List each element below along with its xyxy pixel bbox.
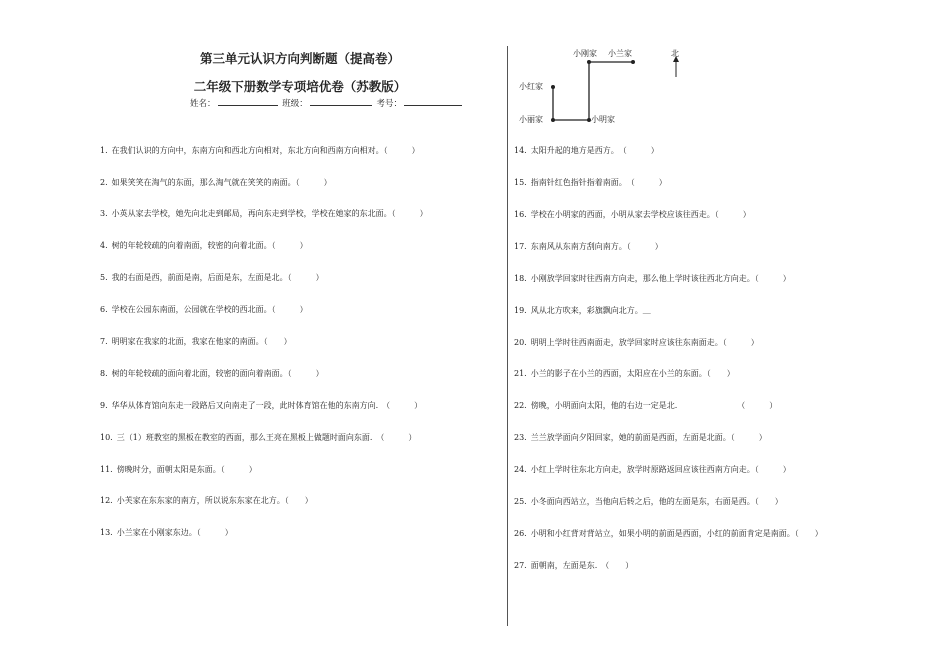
question-19: 19. 风从北方吹来，彩旗飘向北方。＿: [514, 306, 651, 315]
id-field[interactable]: [404, 97, 462, 106]
question-5: 5. 我的右面是西，前面是南，后面是东，左面是北。（ ）: [100, 273, 324, 282]
question-26: 26. 小明和小红背对背站立，如果小明的前面是西面，小红的前面肯定是南面。（ ）: [514, 529, 823, 538]
question-10: 10. 三（1）班教室的黑板在教室的西面，那么王亮在黑板上做题时面向东面. （ ）: [100, 433, 417, 442]
question-4: 4. 树的年轮较疏的向着南面，较密的向着北面。（ ）: [100, 241, 308, 250]
question-8: 8. 树的年轮较疏的面向着北面，较密的面向着南面。（ ）: [100, 369, 324, 378]
question-15: 15. 指南针红色指针指着南面。 （ ）: [514, 178, 667, 187]
question-23: 23. 兰兰放学面向夕阳回家，她的前面是西面，左面是北面。（ ）: [514, 433, 767, 442]
question-21: 21. 小兰的影子在小兰的西面，太阳应在小兰的东面。（ ）: [514, 369, 735, 378]
class-field[interactable]: [310, 97, 372, 106]
exam-subtitle: 二年级下册数学专项培优卷（苏教版）: [193, 79, 407, 94]
map-label-xiaohong: 小红家: [519, 82, 543, 91]
question-2: 2. 如果笑笑在淘气的东面，那么淘气就在笑笑的南面。（ ）: [100, 178, 332, 187]
map-label-north: 北: [671, 49, 679, 58]
question-14: 14. 太阳升起的地方是西方。 （ ）: [514, 146, 659, 155]
name-label: 姓名：: [190, 99, 216, 109]
question-13: 13. 小兰家在小刚家东边。（ ）: [100, 528, 233, 537]
question-9: 9. 华华从体育馆向东走一段路后又向南走了一段，此时体育馆在他的东南方向. （ ）: [100, 401, 423, 410]
question-17: 17. 东南风从东南方刮向南方。（ ）: [514, 242, 663, 251]
question-1: 1. 在我们认识的方向中，东南方向和西北方向相对，东北方向和西南方向相对。（ ）: [100, 146, 420, 155]
direction-map: [510, 40, 710, 140]
map-label-xiaolan: 小兰家: [608, 49, 632, 58]
question-25: 25. 小冬面向西站立，当他向后转之后，他的左面是东，右面是西。（ ）: [514, 497, 783, 506]
map-label-xiaoli: 小丽家: [519, 115, 543, 124]
class-label: 班级：: [282, 99, 308, 109]
question-6: 6. 学校在公园东南面，公园就在学校的西北面。（ ）: [100, 305, 308, 314]
column-divider: [507, 46, 508, 626]
student-info: [190, 97, 464, 109]
question-11: 11. 傍晚时分，面朝太阳是东面。（ ）: [100, 465, 257, 474]
question-27: 27. 面朝南，左面是东. （ ）: [514, 561, 634, 570]
question-3: 3. 小英从家去学校，她先向北走到邮局，再向东走到学校，学校在她家的东北面。（ ）: [100, 209, 428, 218]
question-20: 20. 明明上学时往西南面走，放学回家时应该往东南面走。（ ）: [514, 338, 759, 347]
question-18: 18. 小刚放学回家时往西南方向走，那么他上学时该往西北方向走。（ ）: [514, 274, 791, 283]
question-22: 22. 傍晚，小明面向太阳，他的右边一定是北. （ ）: [514, 401, 778, 410]
question-7: 7. 明明家在我家的北面，我家在他家的南面。（ ）: [100, 337, 292, 346]
map-label-xiaoming: 小明家: [591, 115, 615, 124]
question-16: 16. 学校在小明家的西面，小明从家去学校应该往西走。（ ）: [514, 210, 751, 219]
question-24: 24. 小红上学时往东北方向走，放学时原路返回应该往西南方向走。（ ）: [514, 465, 791, 474]
map-label-xiaogang: 小刚家: [573, 49, 597, 58]
id-label: 考号：: [376, 99, 402, 109]
name-field[interactable]: [218, 97, 278, 106]
question-12: 12. 小芙家在东东家的南方，所以说东东家在北方。（ ）: [100, 496, 313, 505]
exam-title: 第三单元认识方向判断题（提高卷）: [199, 51, 400, 66]
